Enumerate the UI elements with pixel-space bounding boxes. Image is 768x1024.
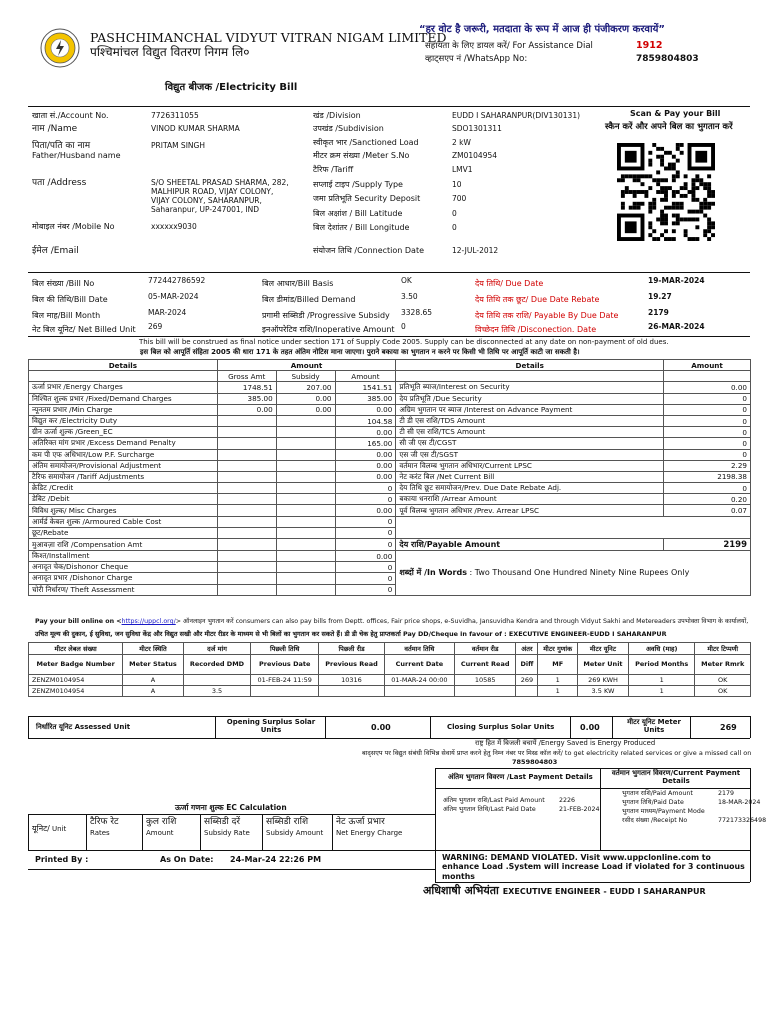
meter-cell: A: [123, 686, 183, 697]
bill-info-label: विच्छेदन तिथि /Disconection. Date: [475, 325, 597, 334]
meter-table: [28, 642, 751, 697]
opening-solar-value: 0.00: [371, 723, 391, 732]
connection-label: सप्लाई टाइप /Supply Type: [313, 180, 403, 189]
meter-col-en: Current Date: [384, 655, 454, 675]
payable-value: 2199: [664, 539, 751, 551]
charge-row: [29, 449, 751, 460]
consumer-label: खाता सं./Account No.: [32, 111, 109, 120]
consumer-value: Saharanpur, UP-247001, IND: [151, 205, 260, 214]
connection-label: स्वीकृत भार /Sanctioned Load: [313, 138, 419, 147]
missed-call-note: बाद्सएप पर विद्युत संबंधी विभिन्न सेवायें प्राप्त करने हेतु निम्न नंबर पर मिस्ड कॉल करें/ to get electricity related services or give a missed call on: [362, 749, 752, 757]
charge-row: [29, 382, 751, 393]
current-payment-value: 18-MAR-2024: [718, 799, 761, 806]
charge-row: [29, 393, 751, 404]
consumer-value: 7726311055: [151, 111, 199, 120]
gross-amount: 0.00: [217, 404, 276, 415]
bill-info-value: 2179: [648, 308, 669, 317]
charge-label: विद्युत कर /Electricity Duty: [29, 415, 218, 426]
charge-label: डेबिट /Debit: [29, 494, 218, 505]
assist-number: 1912: [636, 40, 663, 51]
charge-label: टैरिफ समायोजन /Tariff Adjustments: [29, 471, 218, 482]
meter-col-hi: वर्तमान रीड: [454, 643, 516, 655]
bill-info-value: 0: [401, 322, 406, 331]
meter-cell: [384, 686, 454, 697]
missed-call-number: 7859804803: [512, 758, 558, 766]
consumer-label: मोबाइल नंबर /Mobile No: [32, 222, 115, 231]
gross-amount: [217, 494, 276, 505]
charge-label: आर्मर्ड केबल शुल्क /Armoured Cable Cost: [29, 516, 218, 527]
connection-value: EUDD I SAHARANPUR(DIV130131): [452, 111, 581, 120]
meter-cell: 01-FEB-24 11:59: [251, 675, 319, 686]
right-label: सी जी एस टी/CGST: [396, 438, 664, 449]
net-amount: 0.00: [335, 471, 396, 482]
in-words-value: : Two Thousand One Hundred Ninety Nine Rupees Only: [469, 568, 690, 578]
connection-value: SDO1301311: [452, 124, 502, 133]
meter-cell: A: [123, 675, 183, 686]
net-amount: 0.00: [335, 449, 396, 460]
charge-label: मुआवज़ा राशि /Compensation Amt: [29, 539, 218, 551]
details-header: Details: [29, 360, 218, 371]
meter-col-hi: वर्तमान तिथि: [384, 643, 454, 655]
meter-col-hi: मीटर यूनिट: [578, 643, 629, 655]
amount-header: Amount: [664, 360, 751, 371]
subsidy-amount: [276, 562, 335, 573]
meter-col-en: Diff: [516, 655, 538, 675]
meter-cell: 1: [628, 675, 694, 686]
gross-amount: [217, 527, 276, 538]
ec-calc-title: ऊर्जा गणना शुल्क EC Calculation: [175, 803, 287, 812]
net-amount: 0.00: [335, 460, 396, 471]
notice-hi: इस बिल को आपूर्ति संहिता 2005 की धारा 171 के तहत अंतिम नोटिस माना जाएगा। पुराने बकाया का भुगतान न करने पर किसी भी तिथि पर आपूर्ति काटी जा सकती है।: [140, 348, 580, 356]
gross-amount: 1748.51: [217, 382, 276, 393]
whatsapp-number: 7859804803: [636, 54, 699, 64]
net-amount: 385.00: [335, 393, 396, 404]
net-amount: 0: [335, 527, 396, 538]
consumer-value: VIJAY COLONY, SAHARANPUR,: [151, 196, 262, 205]
subsidy-amount: [276, 483, 335, 494]
meter-cell: OK: [695, 675, 751, 686]
charge-row: [29, 516, 751, 527]
ec-col-en: Amount: [146, 829, 174, 837]
charge-row: [29, 471, 751, 482]
connection-value: 2 kW: [452, 138, 471, 147]
as-on-label: As On Date:: [160, 855, 214, 864]
bill-info-value: 3.50: [401, 292, 418, 301]
charge-label: विविध शुल्क/ Misc Charges: [29, 505, 218, 516]
meter-col-en: MF: [538, 655, 578, 675]
connection-label: उपखंड /Subdivision: [313, 124, 384, 133]
charge-row: [29, 404, 751, 415]
last-payment-value: 21-FEB-2024: [559, 806, 600, 813]
current-payment-value: 772173326498: [718, 817, 767, 824]
net-amount: 0: [335, 584, 396, 595]
as-on-date: 24-Mar-24 22:26 PM: [230, 855, 322, 864]
meter-col-hi: मीटर टिप्पणी: [695, 643, 751, 655]
charge-row: [29, 494, 751, 505]
meter-cell: OK: [695, 686, 751, 697]
charge-label: अंतिम समायोजन/Provisional Adjustment: [29, 460, 218, 471]
net-header: Amount: [335, 371, 396, 382]
net-amount: 0: [335, 516, 396, 527]
right-amount: 0: [664, 449, 751, 460]
gross-amount: [217, 562, 276, 573]
bill-info-value: 19-MAR-2024: [648, 276, 705, 285]
gross-amount: 385.00: [217, 393, 276, 404]
meter-col-en: Current Read: [454, 655, 516, 675]
connection-label: बिल देशांतर / Bill Longitude: [313, 223, 410, 232]
meter-col-hi: दर्ज मांग: [183, 643, 251, 655]
bill-title: विद्युत बीजक /Electricity Bill: [165, 82, 298, 93]
subsidy-amount: [276, 516, 335, 527]
bill-info-label: बिल माह/Bill Month: [32, 311, 101, 320]
meter-col-hi: पिछली रीड: [319, 643, 385, 655]
bill-info-value: MAR-2024: [148, 308, 187, 317]
meter-cell: [319, 686, 385, 697]
connection-value: 0: [452, 223, 457, 232]
meter-row: [29, 675, 751, 686]
consumer-value: MALHIPUR ROAD, VIJAY COLONY,: [151, 187, 274, 196]
bill-info-label: प्रगामी सब्सिडी /Progressive Subsidy: [262, 311, 390, 320]
consumer-value: S/O SHEETAL PRASAD SHARMA, 282,: [151, 178, 289, 187]
subsidy-amount: [276, 427, 335, 438]
subsidy-amount: [276, 505, 335, 516]
subsidy-amount: [276, 573, 335, 584]
meter-col-hi: मीटर लेबल संख्या: [29, 643, 123, 655]
subsidy-amount: [276, 460, 335, 471]
connection-label: जमा प्रतिभूति Security Deposit: [313, 194, 421, 203]
right-label: अग्रिम भुगतान पर ब्याज /Interest on Advance Payment: [396, 404, 664, 415]
printed-by: Printed By :: [35, 855, 89, 864]
net-amount: 0: [335, 494, 396, 505]
charge-row: [29, 438, 751, 449]
current-payment-label: भुगतान तिथि/Paid Date: [622, 799, 684, 806]
right-amount: 0: [664, 427, 751, 438]
right-label: देय तिथि छूट समायोजन/Prev. Due Date Rebate Adj.: [396, 483, 664, 494]
subsidy-amount: [276, 494, 335, 505]
net-amount: 104.58: [335, 415, 396, 426]
connection-label: टैरिफ /Tariff: [313, 165, 354, 174]
net-amount: 0: [335, 562, 396, 573]
meter-cell: 269: [516, 675, 538, 686]
charge-label: किश्त/Installment: [29, 551, 218, 562]
last-payment-label: अंतिम भुगतान राशि/Last Paid Amount: [443, 797, 545, 804]
charge-label: ऊर्जा प्रभार /Energy Charges: [29, 382, 218, 393]
assessed-unit-label: निर्धारित यूनिट Assessed Unit: [36, 723, 131, 731]
meter-col-en: Meter Rmrk: [695, 655, 751, 675]
net-amount: 1541.51: [335, 382, 396, 393]
bill-info-label: देय तिथि/ Due Date: [475, 279, 544, 288]
meter-col-hi: मीटर गुणांक: [538, 643, 578, 655]
meter-col-en: Meter Status: [123, 655, 183, 675]
gross-amount: [217, 471, 276, 482]
signatory: अधिशाषी अभियंता EXECUTIVE ENGINEER - EUDD I SAHARANPUR: [423, 884, 706, 897]
right-amount: 0: [664, 438, 751, 449]
consumer-label: पिता/पति का नाम: [32, 141, 91, 151]
net-amount: 0: [335, 539, 396, 551]
bill-info-value: 19.27: [648, 292, 672, 301]
ec-col-hi: सब्सिडी दरें: [204, 817, 241, 827]
charges-table: [28, 359, 751, 596]
connection-value: 700: [452, 194, 467, 203]
net-amount: 0: [335, 573, 396, 584]
meter-cell: [183, 675, 251, 686]
last-payment-label: अंतिम भुगतान तिथि/Last Paid Date: [443, 806, 536, 813]
charge-row: [29, 427, 751, 438]
net-amount: 165.00: [335, 438, 396, 449]
ec-col-en: Subsidy Rate: [204, 829, 250, 837]
ec-col-hi: कुल राशि: [146, 817, 177, 827]
bill-info-label: इनऑपरेटिव राशि/Inoperative Amount: [262, 325, 395, 334]
bill-info-label: बिल डीमांड/Billed Demand: [262, 295, 356, 304]
right-amount: 0.20: [664, 494, 751, 505]
gross-amount: [217, 573, 276, 584]
connection-label: बिल अक्षांश / Bill Latitude: [313, 209, 403, 218]
meter-col-en: Meter Badge Number: [29, 655, 123, 675]
charge-label: निश्चित शुल्क प्रभार /Fixed/Demand Charges: [29, 393, 218, 404]
right-label: वर्तमान विलम्ब भुगतान अधिभार/Current LPSC: [396, 460, 664, 471]
right-label: नेट करंट बिल /Net Current Bill: [396, 471, 664, 482]
connection-value: 10: [452, 180, 462, 189]
net-amount: 0: [335, 483, 396, 494]
subsidy-amount: [276, 539, 335, 551]
right-label: टी डी एस राशि/TDS Amount: [396, 415, 664, 426]
subsidy-amount: [276, 415, 335, 426]
assist-label: सहायता के लिए डायल करें/ For Assistance Dial: [425, 41, 593, 51]
demand-warning: WARNING: DEMAND VIOLATED. Visit www.uppclonline.com to enhance Load .System will increase Load if violated for 3 continuous months: [442, 853, 745, 881]
slogan: “हर वोट है जरूरी, मतदाता के रूप में आज ही पंजीकरण करवायें”: [419, 24, 665, 35]
subsidy-amount: 207.00: [276, 382, 335, 393]
meter-col-en: Previous Date: [251, 655, 319, 675]
current-payment-value: 2179: [718, 790, 735, 797]
meter-cell: ZENZM0104954: [29, 675, 123, 686]
meter-cell: 10585: [454, 675, 516, 686]
charge-row: [29, 460, 751, 471]
connection-value: LMV1: [452, 165, 473, 174]
charge-label: न्यूनतम प्रभार /Min Charge: [29, 404, 218, 415]
meter-col-en: Meter Unit: [578, 655, 629, 675]
right-amount: 2198.38: [664, 471, 751, 482]
bill-info-value: OK: [401, 276, 412, 285]
charge-row: [29, 505, 751, 516]
in-words-label: शब्दों में /In Words: [399, 568, 467, 578]
meter-cell: [454, 686, 516, 697]
last-payment-value: 2226: [559, 797, 576, 804]
right-amount: 0: [664, 404, 751, 415]
gross-amount: [217, 483, 276, 494]
bill-info-value: 05-MAR-2024: [148, 292, 199, 301]
meter-cell: 1: [538, 675, 578, 686]
energy-saved-note: राष्ट्र हित में बिजली बचायें /Energy Saved is Energy Produced: [475, 739, 656, 747]
right-amount: 0.07: [664, 505, 751, 516]
ec-col-en: Unit: [52, 825, 67, 833]
bill-info-value: 3328.65: [401, 308, 433, 317]
charge-label: अतिरिक्त मांग प्रभार /Excess Demand Penalty: [29, 438, 218, 449]
uppcl-link[interactable]: https://uppcl.org/: [121, 618, 176, 625]
bill-info-label: बिल आधार/Bill Basis: [262, 279, 334, 288]
right-label: देय प्रतिभूति /Due Security: [396, 393, 664, 404]
meter-col-en: Recorded DMD: [183, 655, 251, 675]
subsidy-amount: [276, 551, 335, 562]
subsidy-amount: 0.00: [276, 393, 335, 404]
right-label: पूर्व विलम्ब भुगतान अधिभार /Prev. Arrear LPSC: [396, 505, 664, 516]
charge-label: क्रेडिट /Credit: [29, 483, 218, 494]
gross-amount: [217, 539, 276, 551]
charge-label: छूट/Rebate: [29, 527, 218, 538]
consumer-label: ईमेल /Email: [32, 246, 79, 256]
net-amount: 0.00: [335, 427, 396, 438]
meter-cell: ZENZM0104954: [29, 686, 123, 697]
charge-row: [29, 483, 751, 494]
right-amount: 0: [664, 483, 751, 494]
charge-row: [29, 415, 751, 426]
charge-label: कम पी एफ अधिभार/Low P.F. Surcharge: [29, 449, 218, 460]
gross-amount: [217, 438, 276, 449]
meter-col-en: Period Months: [628, 655, 694, 675]
meter-cell: 269 KWH: [578, 675, 629, 686]
bill-info-value: 772442786592: [148, 276, 206, 285]
company-name-en: PASHCHIMANCHAL VIDYUT VITRAN NIGAM LIMITED: [90, 30, 447, 45]
ec-col-en: Subsidy Amount: [266, 829, 324, 837]
meter-col-hi: पिछली तिथि: [251, 643, 319, 655]
net-amount: 0.00: [335, 505, 396, 516]
subsidy-amount: [276, 449, 335, 460]
consumer-value: VINOD KUMAR SHARMA: [151, 124, 240, 133]
ec-col-hi: यूनिट/: [32, 824, 50, 833]
consumer-label: Father/Husband name: [32, 151, 121, 160]
gross-amount: [217, 460, 276, 471]
bill-info-value: 269: [148, 322, 163, 331]
bill-info-value: 26-MAR-2024: [648, 322, 705, 331]
meter-cell: 3.5 KW: [578, 686, 629, 697]
meter-units-label: मीटर यूनिट Meter Units: [627, 718, 681, 735]
subsidy-amount: [276, 527, 335, 538]
gross-header: Gross Amt: [217, 371, 276, 382]
bill-info-label: देय तिथि तक राशि/ Payable By Due Date: [475, 311, 619, 320]
whatsapp-label: व्हाट्सएप नं /WhatsApp No:: [425, 54, 528, 64]
ec-col-hi: सब्सिडी राशि: [266, 817, 309, 827]
current-payment-title: वर्तमान भुगतान विवरण/Current Payment Details: [611, 769, 741, 786]
charge-row: [29, 527, 751, 538]
current-payment-label: भुगतान राशि/Paid Amount: [622, 790, 693, 797]
connection-value: ZM0104954: [452, 151, 498, 160]
bill-info-label: बिल संख्या /Bill No: [32, 279, 95, 288]
subsidy-amount: 0.00: [276, 404, 335, 415]
pay-online-line: Pay your bill online on <https://uppcl.org/> ऑनलाइन भुगतान करें consumers can also pay bills from Deptt. offices, Fair price shops, e-Suvidha, Jansuvidha Kendra and through Vidyut Sakhi and Metereaders उपभोक्ता विभाग के कार्यालयों,: [35, 618, 749, 625]
meter-cell: 1: [628, 686, 694, 697]
consumer-label: पता /Address: [32, 178, 87, 188]
meter-units-value: 269: [720, 723, 737, 732]
gross-amount: [217, 505, 276, 516]
meter-col-hi: अवधि (माह): [628, 643, 694, 655]
gross-amount: [217, 584, 276, 595]
details-header: Details: [396, 360, 664, 371]
connection-value: 0: [452, 209, 457, 218]
pay-dd-line: उचित मूल्य की दुकान, ई सुविधा, जन सुविधा केंद्र और विद्युत सखी और मीटर रीडर के माध्यम से भी बिलों का भुगतान कर सकते हैं। डी डी चेक हेतु प्राप्तकर्ता Pay DD/Cheque in favour of : EXECUTIVE ENGINEER-EUDD I SAHARANPUR: [35, 630, 667, 638]
bill-info-label: देय तिथि तक छूट/ Due Date Rebate: [475, 295, 600, 304]
ec-col-en: Rates: [90, 829, 110, 837]
meter-cell: [516, 686, 538, 697]
connection-label: मीटर क्रम संख्या /Meter S.No: [313, 151, 410, 160]
notice-en: This bill will be construed as final notice under section 171 of Supply Code 2005. Supply can be disconnected at any date on non-payment of old dues.: [139, 338, 669, 346]
consumer-value: PRITAM SINGH: [151, 141, 205, 150]
bill-info-label: बिल की तिथि/Bill Date: [32, 295, 108, 304]
subsidy-amount: [276, 471, 335, 482]
net-amount: 0.00: [335, 404, 396, 415]
right-amount: 2.29: [664, 460, 751, 471]
last-payment-title: अंतिम भुगतान विवरण /Last Payment Details: [448, 773, 593, 781]
meter-col-en: Previous Read: [319, 655, 385, 675]
right-amount: 0: [664, 393, 751, 404]
charge-label: ग्रीन ऊर्जा शुल्क /Green_EC: [29, 427, 218, 438]
meter-cell: 10316: [319, 675, 385, 686]
meter-col-hi: अंतर: [516, 643, 538, 655]
consumer-value: xxxxxx9030: [151, 222, 197, 231]
company-logo: [40, 28, 80, 68]
charge-label: अनादृत प्रभार /Dishonor Charge: [29, 573, 218, 584]
meter-col-hi: मीटर स्थिति: [123, 643, 183, 655]
gross-amount: [217, 449, 276, 460]
right-label: प्रतिभूति ब्याज/Interest on Security: [396, 382, 664, 393]
right-amount: 0.00: [664, 382, 751, 393]
amount-header: Amount: [217, 360, 396, 371]
current-payment-label: भुगतान माध्यम/Payment Mode: [622, 808, 705, 815]
gross-amount: [217, 551, 276, 562]
closing-solar-label: Closing Surplus Solar Units: [447, 723, 555, 731]
connection-label: खंड /Division: [313, 111, 361, 120]
meter-cell: [251, 686, 319, 697]
gross-amount: [217, 516, 276, 527]
gross-amount: [217, 415, 276, 426]
ec-col-en: Net Energy Charge: [336, 829, 403, 837]
subsidy-amount: [276, 438, 335, 449]
scan-pay-label: Scan & Pay your Bill: [630, 109, 721, 118]
payment-qr-code[interactable]: [617, 143, 715, 241]
meter-cell: 01-MAR-24 00:00: [384, 675, 454, 686]
connection-value: 12-JUL-2012: [452, 246, 499, 255]
scan-pay-label-hi: स्कैन करें और अपने बिल का भुगतान करें: [605, 122, 733, 132]
right-label: टी सी एस राशि/TCS Amount: [396, 427, 664, 438]
subsidy-amount: [276, 584, 335, 595]
charge-row: [29, 539, 751, 551]
company-name-hi: पश्चिमांचल विद्युत वितरण निगम लि०: [90, 45, 250, 59]
consumer-label: नाम /Name: [32, 124, 78, 134]
charge-label: चोरी निर्धारण/ Theft Assessment: [29, 584, 218, 595]
opening-solar-label: Opening Surplus Solar Units: [226, 718, 316, 735]
meter-cell: 1: [538, 686, 578, 697]
charge-row: [29, 551, 751, 562]
right-amount: 0: [664, 415, 751, 426]
ec-col-hi: टैरिफ रेट: [90, 817, 119, 827]
payable-label: देय राशि/Payable Amount: [396, 539, 664, 551]
meter-cell: 3.5: [183, 686, 251, 697]
charge-label: अनादृत चेक/Dishonor Cheque: [29, 562, 218, 573]
ec-col-hi: नेट ऊर्जा प्रभार: [336, 817, 385, 827]
right-label: बकाया धनराशि /Arrear Amount: [396, 494, 664, 505]
right-label: एस जी एस टी/SGST: [396, 449, 664, 460]
gross-amount: [217, 427, 276, 438]
closing-solar-value: 0.00: [580, 723, 600, 732]
net-amount: 0.00: [335, 551, 396, 562]
bill-info-label: नेट बिल यूनिट/ Net Billed Unit: [32, 325, 136, 334]
meter-row: [29, 686, 751, 697]
connection-label: संयोजन तिथि /Connection Date: [313, 246, 425, 255]
current-payment-label: रसीद संख्या /Receipt No: [622, 817, 688, 824]
subsidy-header: Subsidy: [276, 371, 335, 382]
